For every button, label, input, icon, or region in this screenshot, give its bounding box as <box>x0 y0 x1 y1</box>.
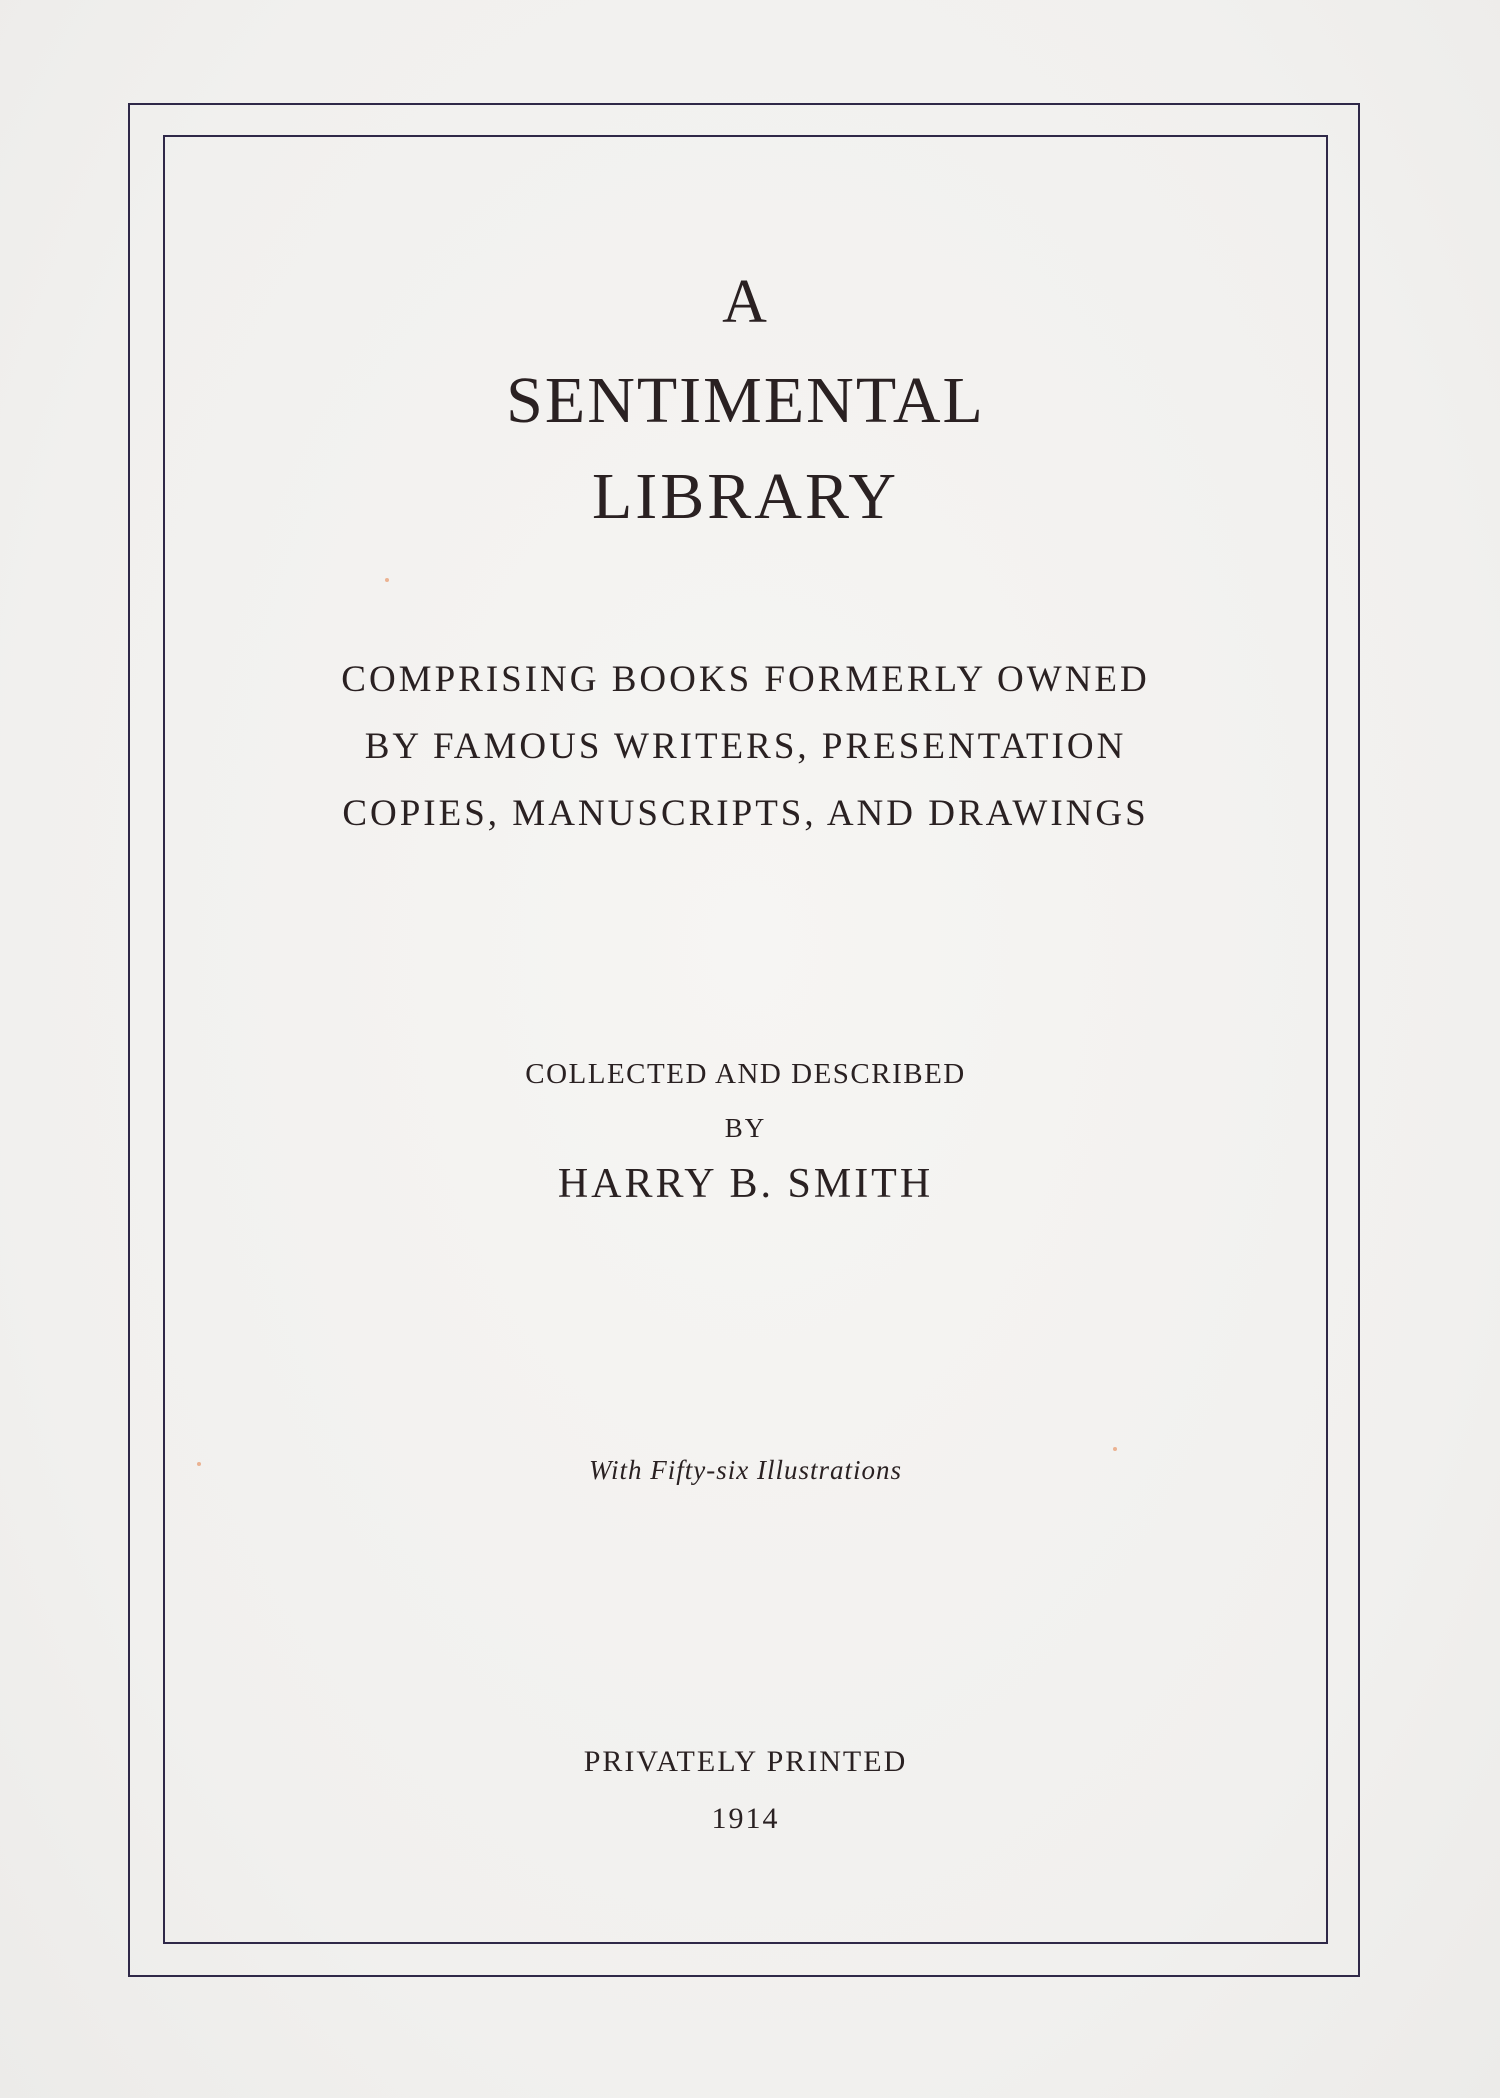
subtitle-line-1: COMPRISING BOOKS FORMERLY OWNED <box>341 659 1150 700</box>
title-article: A <box>722 268 769 336</box>
title-page-content <box>163 135 1328 1944</box>
publication-year: 1914 <box>711 1802 780 1835</box>
title-line-1: SENTIMENTAL <box>506 364 985 437</box>
subtitle-line-3: COPIES, MANUSCRIPTS, AND DRAWINGS <box>342 793 1149 834</box>
author-name: HARRY B. SMITH <box>557 1161 934 1207</box>
collected-described-line: COLLECTED AND DESCRIBED <box>525 1058 966 1090</box>
imprint-line: PRIVATELY PRINTED <box>583 1745 908 1778</box>
title-line-2: LIBRARY <box>591 460 900 533</box>
by-line: BY <box>724 1113 767 1143</box>
subtitle-line-2: BY FAMOUS WRITERS, PRESENTATION <box>364 726 1127 767</box>
illustrations-note: With Fifty-six Illustrations <box>589 1455 902 1485</box>
